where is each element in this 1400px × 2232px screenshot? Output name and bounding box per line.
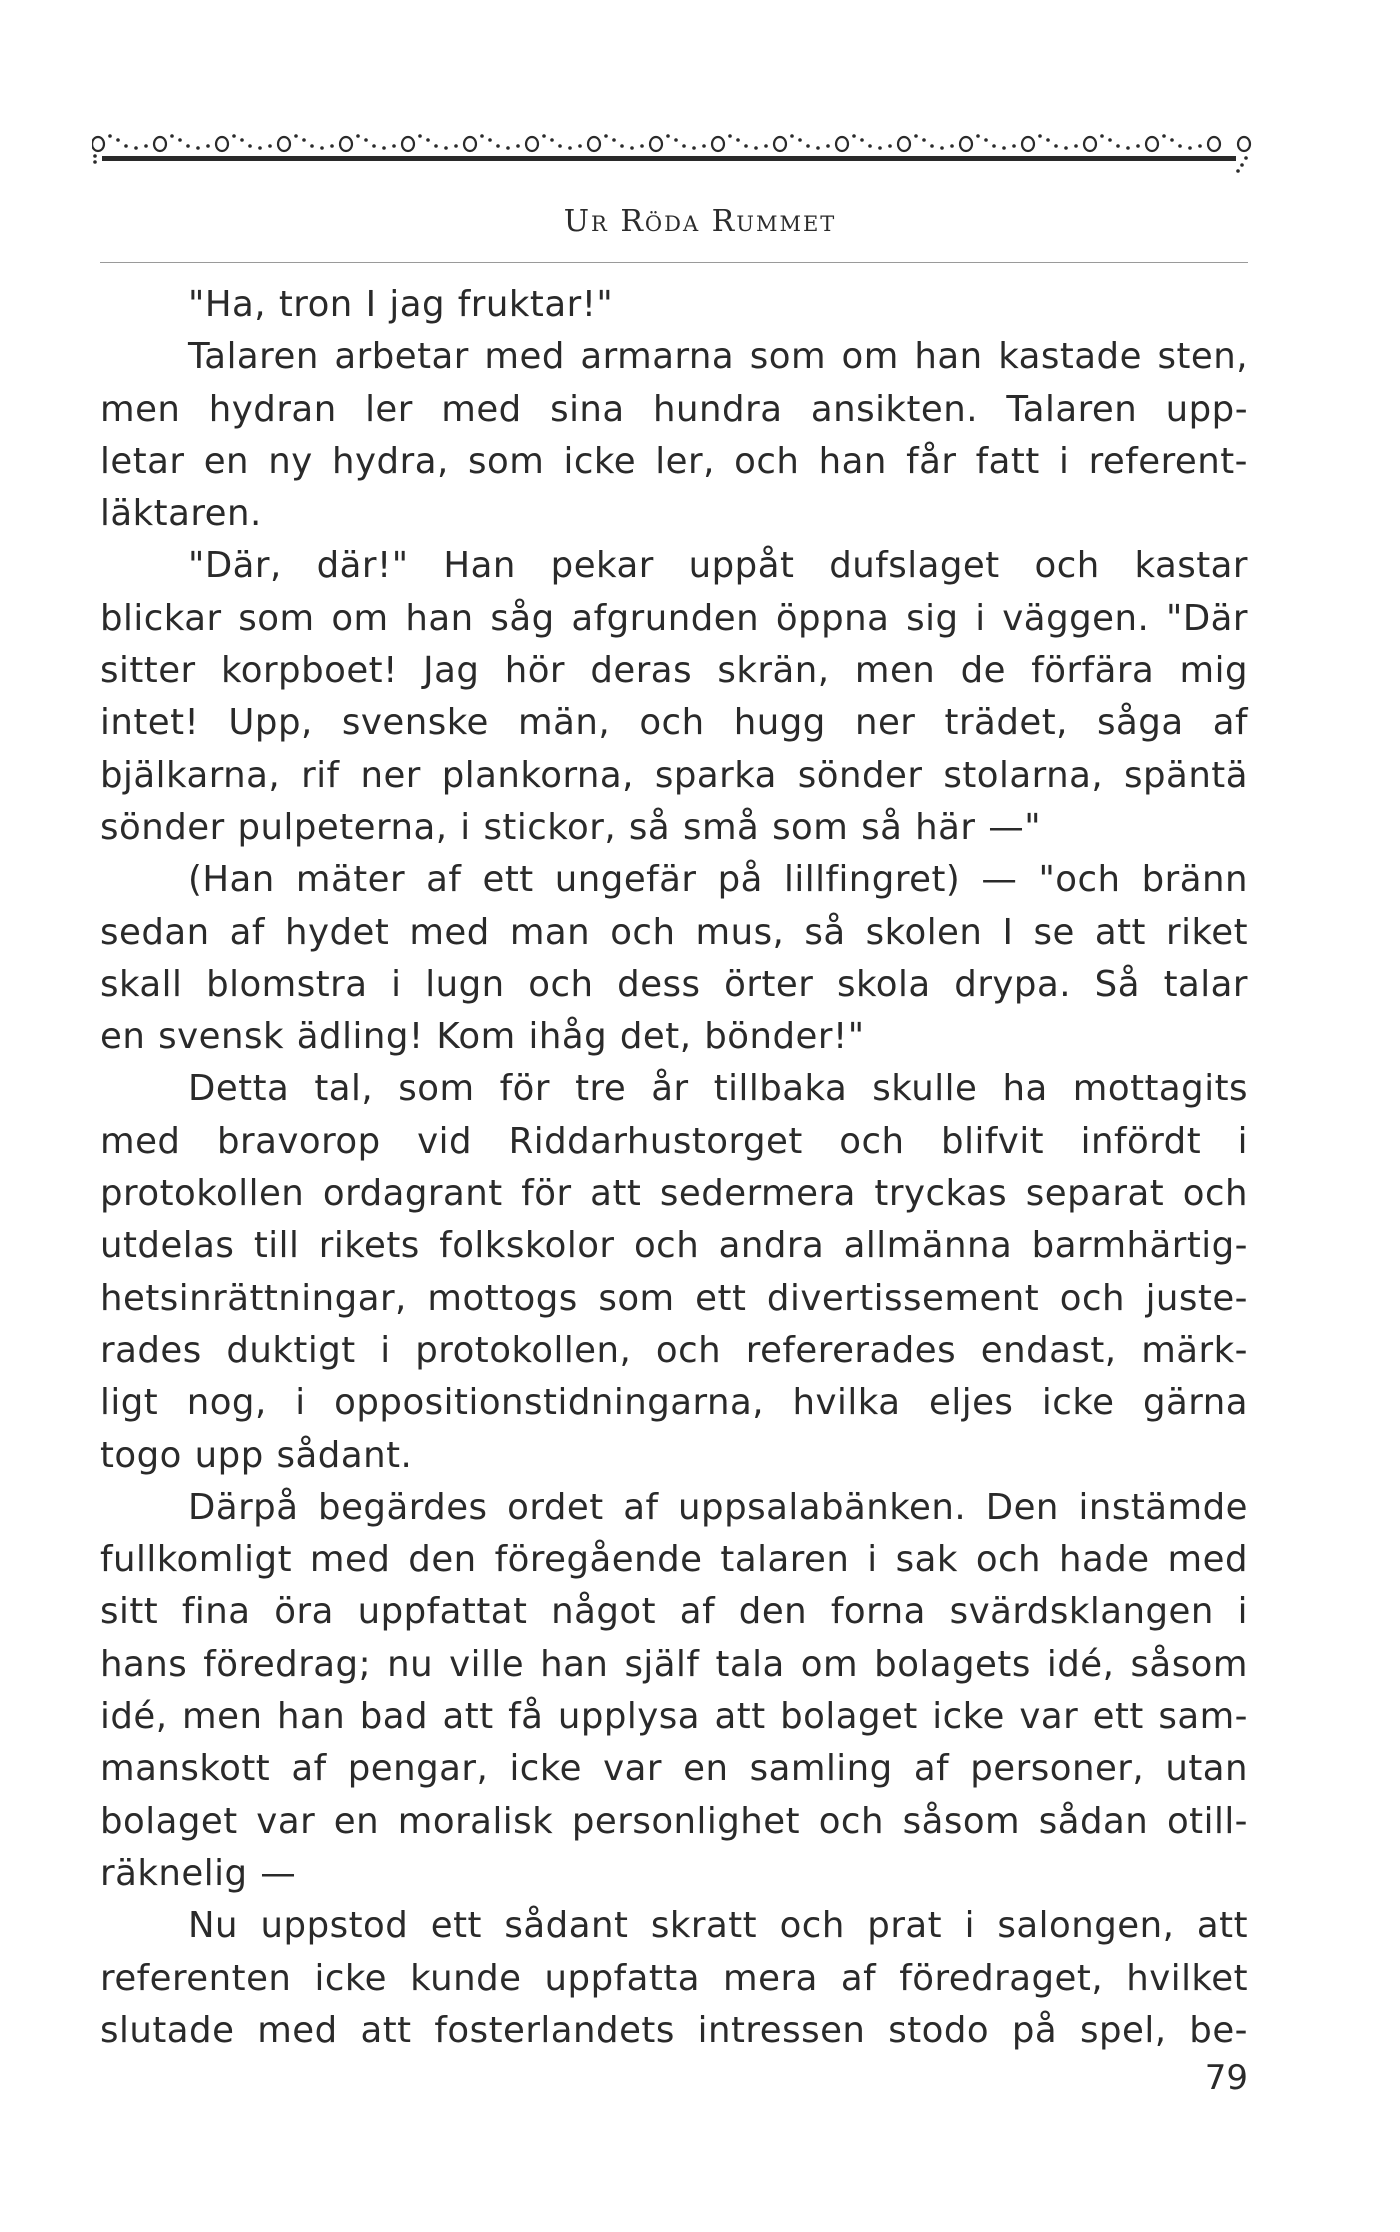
text-line: fullkomligt med den föregående talaren i sak och hade med: [100, 1539, 1248, 1581]
text-line: letar en ny hydra, som icke ler, och han får fatt i referent-: [100, 440, 1248, 482]
text-line: referenten icke kunde uppfatta mera af föredraget, hvilket: [100, 1957, 1248, 1999]
text-line: slutade med att fosterlandets intressen stodo på spel, be-: [100, 2009, 1248, 2051]
text-line: "Ha, tron I jag fruktar!": [188, 284, 614, 325]
page-number: 79: [1204, 2058, 1248, 2098]
text-line: blickar som om han såg afgrunden öppna sig i väggen. "Där: [100, 597, 1248, 639]
text-line: intet! Upp, svenske män, och hugg ner trädet, såga af: [100, 702, 1248, 744]
text-line: räknelig —: [100, 1852, 297, 1894]
text-line: sitter korpboet! Jag hör deras skrän, men de förfära mig: [100, 650, 1248, 692]
text-line: med bravorop vid Riddarhustorget och blifvit infördt i: [100, 1120, 1248, 1162]
text-line: en svensk ädling! Kom ihåg det, bönder!": [100, 1016, 865, 1058]
text-line: Talaren arbetar med armarna som om han kastade sten,: [188, 336, 1248, 378]
text-line: "Där, där!" Han pekar uppåt dufslaget och kastar: [188, 545, 1248, 587]
body-text: [100, 279, 1248, 2057]
running-head: Ur Röda Rummet: [563, 204, 837, 239]
header-rule: [100, 262, 1248, 263]
text-line: skall blomstra i lugn och dess örter skola drypa. Så talar: [100, 963, 1248, 1005]
text-line: Detta tal, som för tre år tillbaka skulle ha mottagits: [188, 1068, 1248, 1110]
text-line: (Han mäter af ett ungefär på lillfingret) — "och bränn: [188, 859, 1248, 901]
ornamental-border: [92, 118, 1252, 174]
text-line: Nu uppstod ett sådant skratt och prat i salongen, att: [188, 1905, 1248, 1947]
text-line: sönder pulpeterna, i stickor, så små som så här —": [100, 806, 1042, 848]
text-line: manskott af pengar, icke var en samling af personer, utan: [100, 1748, 1248, 1790]
text-line: protokollen ordagrant för att sedermera tryckas separat och: [100, 1173, 1248, 1215]
text-line: utdelas till rikets folkskolor och andra allmänna barmhärtig-: [100, 1225, 1248, 1267]
text-line: Därpå begärdes ordet af uppsalabänken. Den instämde: [188, 1486, 1248, 1528]
text-line: ligt nog, i oppositionstidningarna, hvilka eljes icke gärna: [100, 1382, 1248, 1424]
text-line: hetsinrättningar, mottogs som ett divertissement och juste-: [100, 1277, 1248, 1319]
text-line: men hydran ler med sina hundra ansikten. Talaren upp-: [100, 388, 1248, 430]
text-line: togo upp sådant.: [100, 1434, 413, 1476]
text-line: sedan af hydet med man och mus, så skolen I se att riket: [100, 911, 1248, 953]
text-line: bolaget var en moralisk personlighet och såsom sådan otill-: [100, 1800, 1248, 1842]
text-line: bjälkarna, rif ner plankorna, sparka sönder stolarna, späntä: [100, 754, 1248, 796]
text-line: rades duktigt i protokollen, och refererades endast, märk-: [100, 1329, 1248, 1371]
text-line: läktaren.: [100, 493, 262, 535]
text-line: idé, men han bad att få upplysa att bolaget icke var ett sam-: [100, 1696, 1248, 1738]
text-line: hans föredrag; nu ville han själf tala om bolagets idé, såsom: [100, 1643, 1248, 1685]
text-line: sitt fina öra uppfattat något af den forna svärdsklangen i: [100, 1591, 1248, 1633]
